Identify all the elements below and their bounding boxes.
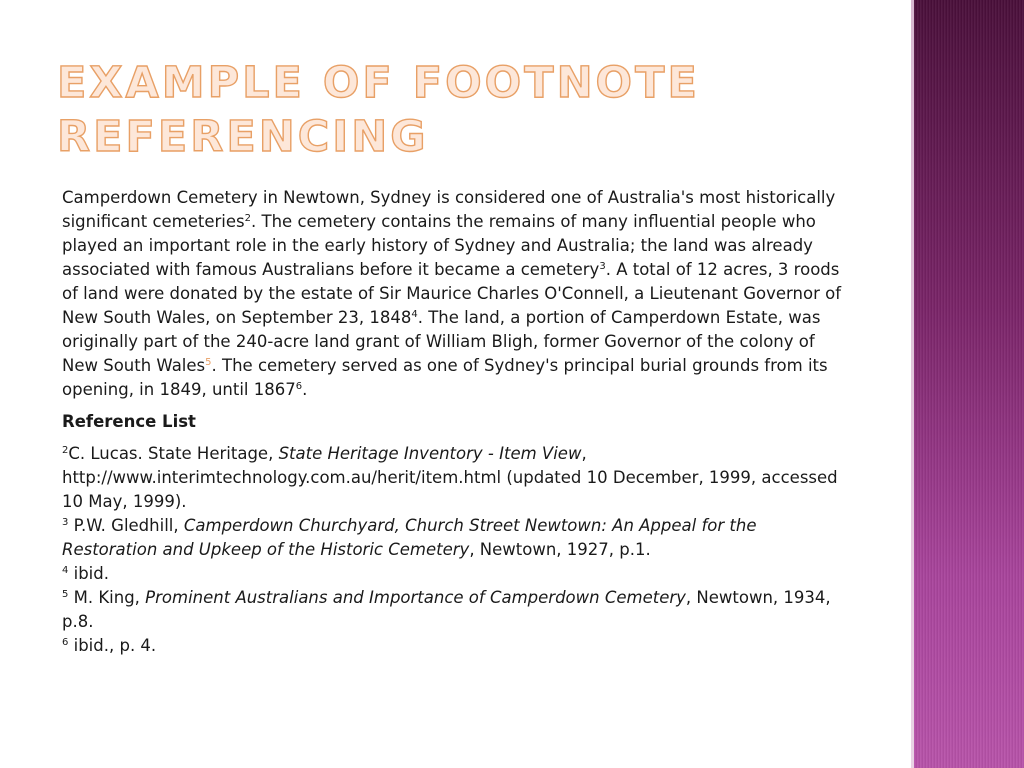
reference-number: 2	[62, 445, 69, 456]
body-text-1: Camperdown Cemetery in Newtown, Sydney is considered one of Australia's most historically significant cemeteries	[62, 188, 836, 231]
body-paragraph	[62, 186, 852, 402]
reference-number: 4	[62, 565, 69, 576]
reference-item	[62, 514, 852, 562]
footnote-link-5[interactable]: 5	[205, 357, 212, 368]
slide-content	[62, 186, 852, 658]
reference-prefix: ibid.	[68, 564, 109, 583]
reference-prefix: M. King,	[68, 588, 146, 607]
reference-number: 5	[62, 589, 69, 600]
body-text-4: . The land, a portion of Camperdown Estate, was originally part of the 240-acre land grant of William Bligh, former Governor of the colony of New South Wales	[62, 308, 821, 375]
reference-number: 6	[62, 637, 69, 648]
footnote-marker-4: 4	[411, 309, 418, 320]
reference-item	[62, 442, 852, 514]
reference-list-heading: Reference List	[62, 412, 196, 431]
reference-prefix: ibid., p. 4.	[68, 636, 157, 655]
sidebar-texture	[914, 0, 1024, 768]
body-text-3: . A total of 12 acres, 3 roods of land were donated by the estate of Sir Maurice Charles O'Connell, a Lieutenant Governor of New South Wales, on September 23, 1848	[62, 260, 842, 327]
reference-title: Camperdown Churchyard, Church Street Newtown: An Appeal for the Restoration and Upkeep of the Historic Cemetery	[62, 516, 757, 559]
reference-title: Prominent Australians and Importance of Camperdown Cemetery	[145, 588, 686, 607]
reference-title: State Heritage Inventory - Item View	[278, 444, 582, 463]
decorative-sidebar	[911, 0, 1024, 768]
reference-suffix: , Newtown, 1934, p.8.	[62, 588, 831, 631]
slide-title: EXAMPLE OF FOOTNOTE REFERENCING	[57, 58, 700, 162]
reference-item	[62, 634, 852, 658]
footnote-marker-2: 2	[244, 213, 252, 224]
footnote-marker-3: 3	[599, 261, 606, 272]
body-text-6: .	[302, 380, 308, 399]
reference-number: 3	[62, 517, 69, 528]
reference-list	[62, 442, 852, 658]
body-text-2: . The cemetery contains the remains of many influential people who played an important role in the early history of Sydney and Australia; the land was already associated with famous Australians before it became a cemetery	[62, 212, 816, 279]
footnote-marker-6: 6	[295, 381, 303, 392]
reference-prefix: C. Lucas. State Heritage,	[68, 444, 279, 463]
reference-suffix: , http://www.interimtechnology.com.au/herit/item.html (updated 10 December, 1999, accessed 10 May, 1999).	[62, 444, 838, 511]
reference-prefix: P.W. Gledhill,	[68, 516, 184, 535]
reference-suffix: , Newtown, 1927, p.1.	[469, 540, 651, 559]
reference-item	[62, 562, 852, 586]
body-text-5: . The cemetery served as one of Sydney's principal burial grounds from its opening, in 1849, until 1867	[62, 356, 828, 399]
reference-item	[62, 586, 852, 634]
